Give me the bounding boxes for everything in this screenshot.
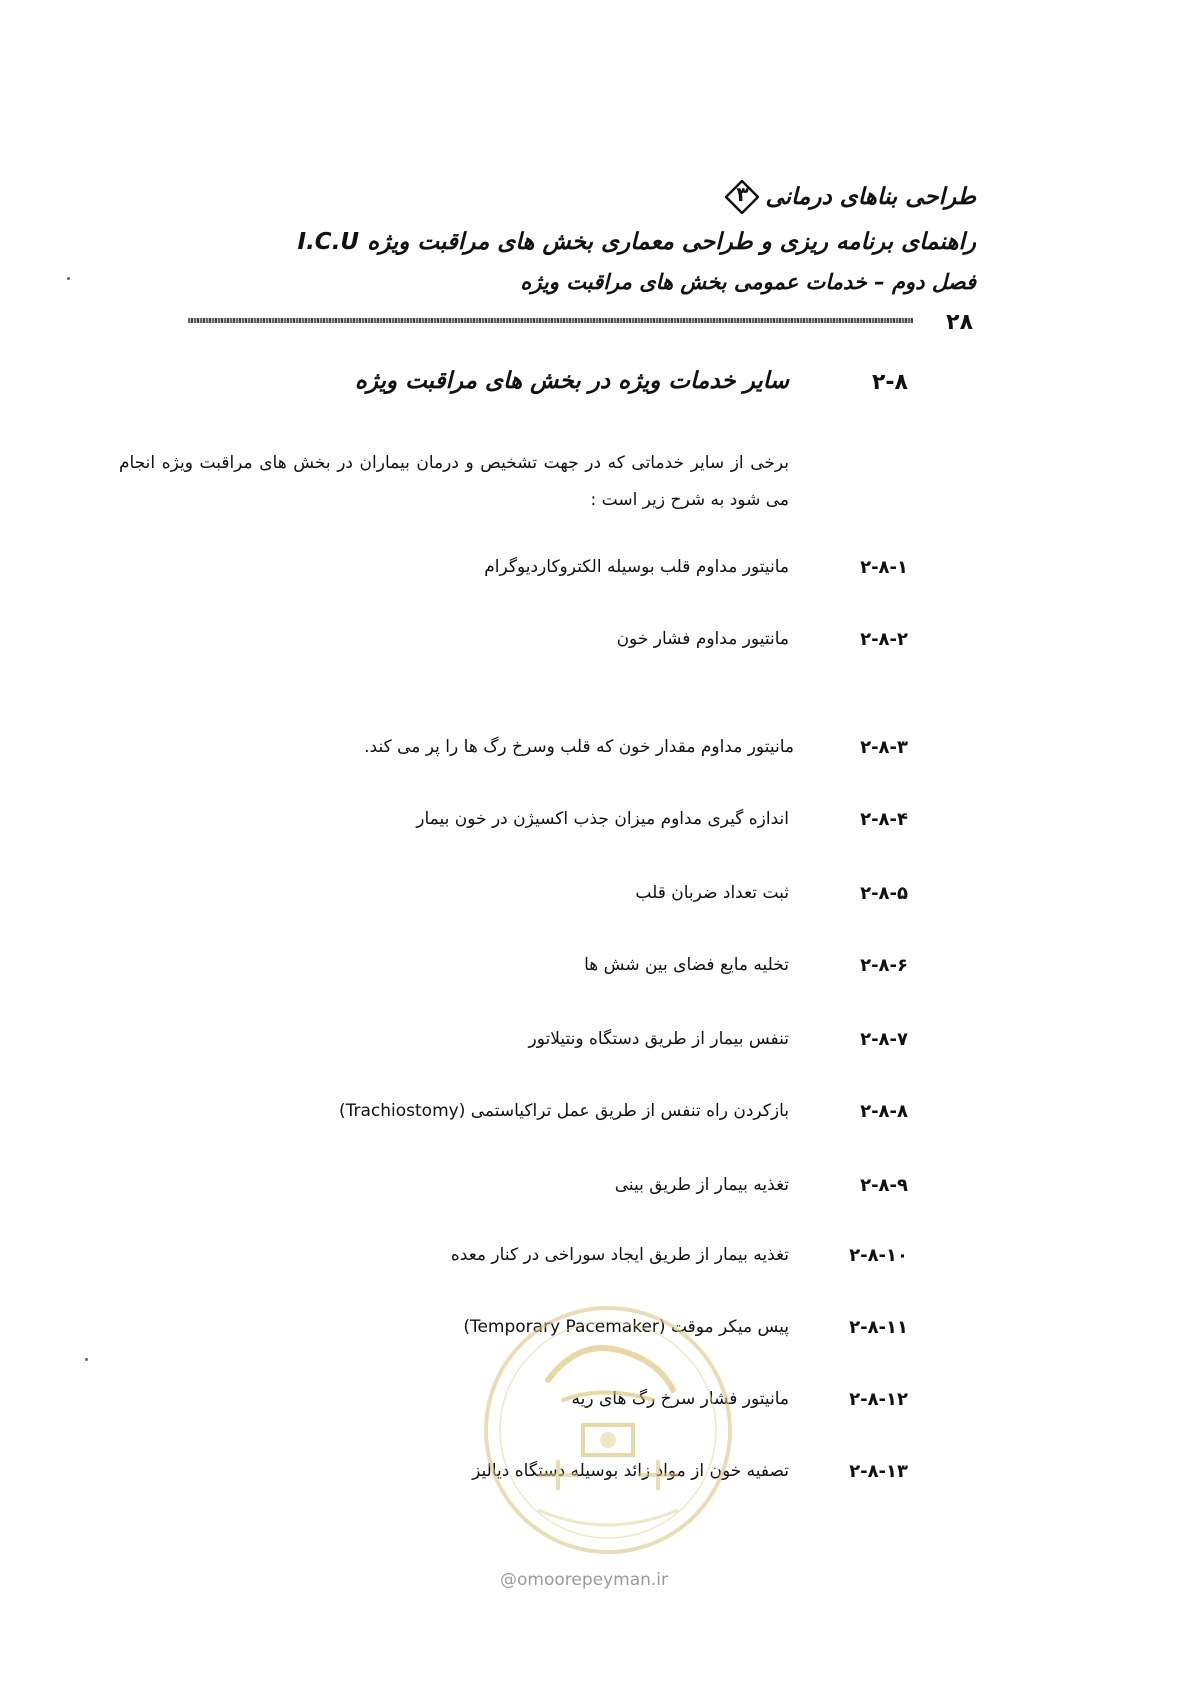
item-text: تخلیه مایع فضای بین شش ها xyxy=(584,955,789,975)
item-text: تنفس بیمار از طریق دستگاه ونتیلاتور xyxy=(528,1029,789,1049)
item-number: ۲-۸-۶ xyxy=(860,955,908,976)
section-title: سایر خدمات ویژه در بخش های مراقبت ویژه xyxy=(354,368,789,394)
item-number: ۲-۸-۹ xyxy=(860,1175,908,1196)
watermark-url: @omoorepeyman.ir xyxy=(500,1570,669,1590)
scan-speck xyxy=(67,277,70,280)
item-text: تغذیه بیمار از طریق ایجاد سوراخی در کنار معده xyxy=(450,1245,789,1265)
item-number: ۲-۸-۲ xyxy=(860,629,908,650)
item-number: ۲-۸-۷ xyxy=(860,1029,908,1050)
guide-title: راهنمای برنامه ریزی و طراحی معماری بخش های مراقبت ویژه I.C.U xyxy=(297,229,976,255)
volume-badge xyxy=(725,180,759,214)
item-number: ۲-۸-۵ xyxy=(860,883,908,904)
item-text: مانیتور فشار سرخ رگ های ریه xyxy=(571,1389,789,1409)
item-number: ۲-۸-۱ xyxy=(860,557,908,578)
book-title-text: طراحی بناهای درمانی xyxy=(765,184,976,210)
section-number: ۲-۸ xyxy=(872,370,908,395)
item-number: ۲-۸-۴ xyxy=(860,809,908,830)
item-text: تغذیه بیمار از طریق بینی xyxy=(614,1175,789,1195)
item-text: مانیتور مداوم مقدار خون که قلب وسرخ رگ ها را پر می کند. xyxy=(364,737,794,757)
item-number: ۲-۸-۱۳ xyxy=(849,1461,908,1482)
header-divider xyxy=(188,318,913,323)
item-number: ۲-۸-۱۰ xyxy=(849,1245,908,1266)
intro-paragraph: برخی از سایر خدماتی که در جهت تشخیص و درمان بیماران در بخش های مراقبت ویژه انجام می شود به شرح زیر است : xyxy=(119,453,789,510)
item-text: بازکردن راه تنفس از طریق عمل تراکیاستمی (Trachiostomy) xyxy=(338,1101,789,1121)
item-text: اندازه گیری مداوم میزان جذب اکسیژن در خون بیمار xyxy=(416,809,789,829)
item-number: ۲-۸-۳ xyxy=(860,737,908,758)
item-text: پیس میکر موقت (Temporary Pacemaker) xyxy=(463,1317,789,1337)
page-number: ۲۸ xyxy=(946,310,973,335)
scan-speck xyxy=(85,1358,88,1361)
item-number: ۲-۸-۱۲ xyxy=(849,1389,908,1410)
book-title xyxy=(725,180,976,214)
item-text: مانتیور مداوم فشار خون xyxy=(616,629,789,649)
item-text: ثبت تعداد ضربان قلب xyxy=(635,883,789,903)
item-text: تصفیه خون از مواد زائد بوسیله دستگاه دیالیز xyxy=(472,1461,789,1481)
watermark-seal-logo xyxy=(478,1300,738,1560)
item-text: مانیتور مداوم قلب بوسیله الکتروکاردیوگرام xyxy=(484,557,789,577)
item-number: ۲-۸-۱۱ xyxy=(849,1317,908,1338)
volume-number: ۳ xyxy=(736,182,749,206)
chapter-title: فصل دوم – خدمات عمومی بخش های مراقبت ویژه xyxy=(520,270,976,294)
item-number: ۲-۸-۸ xyxy=(860,1101,908,1122)
